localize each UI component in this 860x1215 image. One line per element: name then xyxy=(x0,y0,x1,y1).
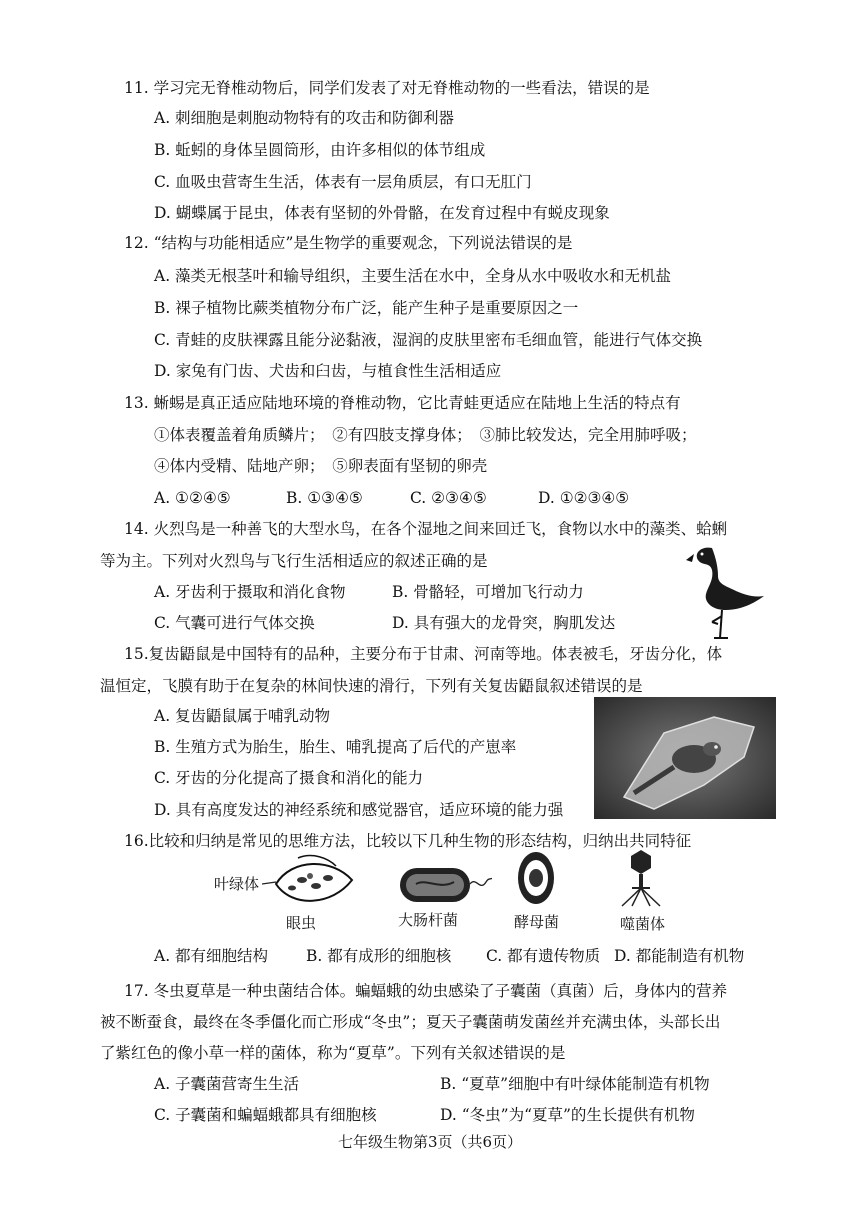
question-11-option-a: A. 刺细胞是刺胞动物特有的攻击和防御利器 xyxy=(154,109,455,127)
flamingo-image xyxy=(672,540,772,640)
question-16-option-b: B. 都有成形的细胞核 xyxy=(306,947,452,965)
e-coli-image xyxy=(396,862,492,908)
chloroplast-label: 叶绿体 xyxy=(214,875,260,893)
question-11-option-b: B. 蚯蚓的身体呈圆筒形，由许多相似的体节组成 xyxy=(154,141,486,159)
question-16-stem: 16.比较和归纳是常见的思维方法，比较以下几种生物的形态结构，归纳出共同特征 xyxy=(124,832,692,850)
question-17-option-c: C. 子囊菌和蝙蝠蛾都具有细胞核 xyxy=(154,1106,377,1124)
question-16-option-d: D. 都能制造有机物 xyxy=(614,947,745,965)
question-15-option-d: D. 具有高度发达的神经系统和感觉器官，适应环境的能力强 xyxy=(154,801,564,819)
question-17-stem: 17. 冬虫夏草是一种虫菌结合体。蝙蝠蛾的幼虫感染了子囊菌（真菌）后，身体内的营养 xyxy=(124,982,728,1000)
question-17-stem-cont-1: 被不断蚕食，最终在冬季僵化而亡形成“冬虫”；夏天子囊菌萌发菌丝并充满虫体，头部长出 xyxy=(100,1013,721,1031)
question-14-option-d: D. 具有强大的龙骨突，胸肌发达 xyxy=(392,614,616,632)
question-12-stem: 12. “结构与功能相适应”是生物学的重要观念，下列说法错误的是 xyxy=(124,234,573,252)
question-17-option-a: A. 子囊菌营寄生生活 xyxy=(154,1075,300,1093)
question-12-option-b: B. 裸子植物比蕨类植物分布广泛，能产生种子是重要原因之一 xyxy=(154,299,579,317)
question-14-stem-cont: 等为主。下列对火烈鸟与飞行生活相适应的叙述正确的是 xyxy=(100,552,488,570)
e-coli-label: 大肠杆菌 xyxy=(398,911,459,929)
question-13-items-1: ①体表覆盖着角质鳞片； ②有四肢支撑身体； ③肺比较发达，完全用肺呼吸； xyxy=(154,426,697,444)
question-14-option-a: A. 牙齿利于摄取和消化食物 xyxy=(154,583,346,601)
question-17-option-d: D. “冬虫”为“夏草”的生长提供有机物 xyxy=(440,1106,695,1124)
question-13-option-a: A. ①②④⑤ xyxy=(154,489,231,507)
yeast-label: 酵母菌 xyxy=(514,913,560,931)
question-11-option-c: C. 血吸虫营寄生生活，体表有一层角质层，有口无肛门 xyxy=(154,173,532,191)
question-12-option-d: D. 家兔有门齿、犬齿和臼齿，与植食性生活相适应 xyxy=(154,362,502,380)
question-11-option-d: D. 蝴蝶属于昆虫，体表有坚韧的外骨骼，在发育过程中有蜕皮现象 xyxy=(154,204,610,222)
question-16-option-c: C. 都有遗传物质 xyxy=(486,947,601,965)
question-14-option-c: C. 气囊可进行气体交换 xyxy=(154,614,315,632)
question-13-option-d: D. ①②③④⑤ xyxy=(538,489,630,507)
question-15-option-c: C. 牙齿的分化提高了摄食和消化的能力 xyxy=(154,769,424,787)
euglena-label: 眼虫 xyxy=(286,914,317,932)
question-15-option-a: A. 复齿鼯鼠属于哺乳动物 xyxy=(154,707,331,725)
question-13-items-2: ④体内受精、陆地产卵； ⑤卵表面有坚韧的卵壳 xyxy=(154,457,488,475)
euglena-image xyxy=(262,854,358,914)
question-17-stem-cont-2: 了紫红色的像小草一样的菌体，称为“夏草”。下列有关叙述错误的是 xyxy=(100,1044,566,1062)
question-16-option-a: A. 都有细胞结构 xyxy=(154,947,269,965)
question-13-stem: 13. 蜥蜴是真正适应陆地环境的脊椎动物，它比青蛙更适应在陆地上生活的特点有 xyxy=(124,394,681,412)
flying-squirrel-photo xyxy=(594,697,776,819)
question-14-option-b: B. 骨骼轻，可增加飞行动力 xyxy=(392,583,584,601)
page-footer: 七年级生物第3页（共6页） xyxy=(337,1133,523,1151)
question-14-stem: 14. 火烈鸟是一种善飞的大型水鸟，在各个湿地之间来回迁飞，食物以水中的藻类、蛤蜊 xyxy=(124,520,728,538)
question-13-option-b: B. ①③④⑤ xyxy=(286,489,363,507)
question-12-option-c: C. 青蛙的皮肤裸露且能分泌黏液，湿润的皮肤里密布毛细血管，能进行气体交换 xyxy=(154,331,703,349)
question-12-option-a: A. 藻类无根茎叶和输导组织，主要生活在水中，全身从水中吸收水和无机盐 xyxy=(154,267,672,285)
yeast-image xyxy=(516,850,556,906)
question-17-option-b: B. “夏草”细胞中有叶绿体能制造有机物 xyxy=(440,1075,710,1093)
question-11-stem: 11. 学习完无脊椎动物后，同学们发表了对无脊椎动物的一些看法，错误的是 xyxy=(124,79,650,97)
question-15-stem: 15.复齿鼯鼠是中国特有的品种，主要分布于甘肃、河南等地。体表被毛，牙齿分化，体 xyxy=(124,645,723,663)
question-13-option-c: C. ②③④⑤ xyxy=(410,489,487,507)
bacteriophage-image xyxy=(616,848,666,908)
bacteriophage-label: 噬菌体 xyxy=(620,915,666,933)
question-15-stem-cont: 温恒定，飞膜有助于在复杂的林间快速的滑行，下列有关复齿鼯鼠叙述错误的是 xyxy=(100,677,643,695)
question-15-option-b: B. 生殖方式为胎生，胎生、哺乳提高了后代的产崽率 xyxy=(154,738,517,756)
